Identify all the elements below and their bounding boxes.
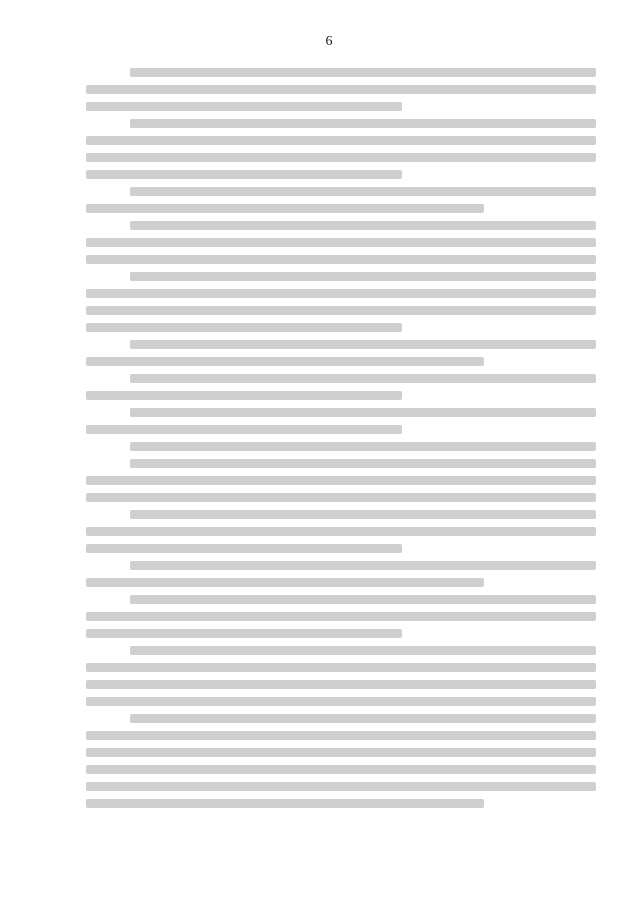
text-line bbox=[86, 629, 402, 638]
text-line bbox=[130, 340, 596, 349]
text-line bbox=[86, 544, 402, 553]
text-line bbox=[86, 136, 596, 145]
text-line bbox=[130, 459, 596, 468]
text-line bbox=[130, 68, 596, 77]
text-line bbox=[86, 204, 484, 213]
text-line bbox=[86, 170, 402, 179]
text-line bbox=[86, 748, 596, 757]
text-line bbox=[86, 238, 596, 247]
text-line bbox=[86, 357, 484, 366]
text-line bbox=[86, 731, 596, 740]
text-line bbox=[130, 187, 596, 196]
text-line bbox=[130, 408, 596, 417]
text-line bbox=[130, 510, 596, 519]
text-block bbox=[86, 68, 596, 808]
text-line bbox=[86, 663, 596, 672]
text-line bbox=[86, 289, 596, 298]
text-line bbox=[130, 221, 596, 230]
text-line bbox=[130, 714, 596, 723]
text-line bbox=[86, 102, 402, 111]
text-line bbox=[86, 612, 596, 621]
text-line bbox=[130, 561, 596, 570]
text-line bbox=[86, 680, 596, 689]
text-line bbox=[86, 85, 596, 94]
text-line bbox=[130, 646, 596, 655]
text-line bbox=[86, 527, 596, 536]
text-line bbox=[86, 765, 596, 774]
text-line bbox=[86, 476, 596, 485]
text-line bbox=[130, 374, 596, 383]
text-line bbox=[86, 799, 484, 808]
text-line bbox=[130, 119, 596, 128]
text-line bbox=[86, 697, 596, 706]
text-line bbox=[86, 493, 596, 502]
text-line bbox=[130, 595, 596, 604]
text-line bbox=[86, 255, 596, 264]
text-line bbox=[86, 391, 402, 400]
text-line bbox=[86, 782, 596, 791]
text-line bbox=[86, 153, 596, 162]
text-line bbox=[86, 425, 402, 434]
text-line bbox=[86, 323, 402, 332]
text-line bbox=[86, 578, 484, 587]
text-line bbox=[130, 272, 596, 281]
page-number: 6 bbox=[325, 34, 333, 49]
text-line bbox=[86, 306, 596, 315]
text-line bbox=[130, 442, 596, 451]
